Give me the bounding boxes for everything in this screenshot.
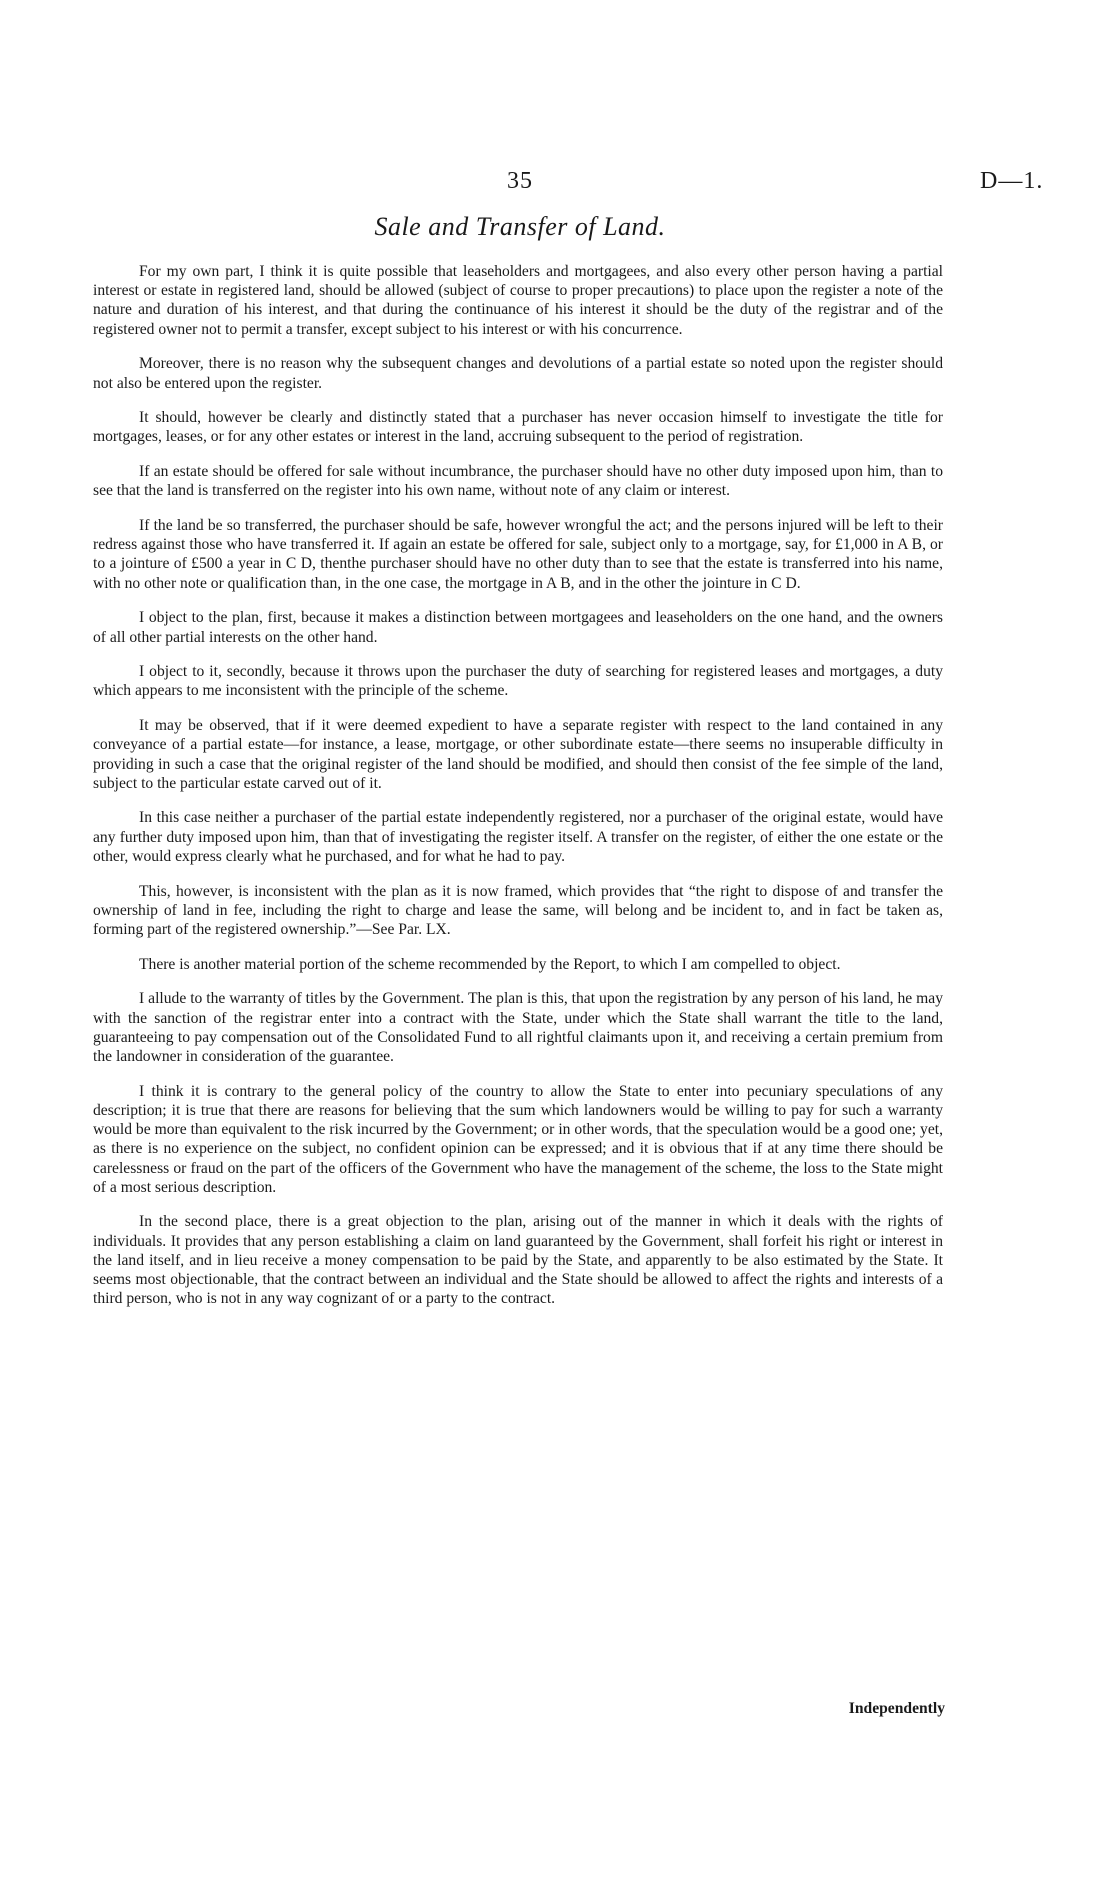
paragraph: If an estate should be offered for sale without incumbrance, the purchaser should have no other duty imposed upon him, than to see that the land is transferred on the register into his own name, without note of any claim or interest. (93, 463, 943, 500)
body-text (93, 262, 943, 1324)
paragraph: I object to the plan, first, because it makes a distinction between mortgagees and leaseholders on the one hand, and the owners of all other partial interests on the other hand. (93, 609, 943, 646)
paragraph: This, however, is inconsistent with the plan as it is now framed, which provides that “the right to dispose of and transfer the ownership of land in fee, including the right to charge and lease the same, will belong and be incident to, and in fact be taken as, forming part of the registered ownership.”—See Par. LX. (93, 882, 943, 938)
paragraph: There is another material portion of the scheme recommended by the Report, to which I am compelled to object. (139, 955, 841, 973)
paragraph: It may be observed, that if it were deemed expedient to have a separate register with respect to the land contained in any conveyance of a partial estate—for instance, a lease, mortgage, or other subordinate estate—there seems no insuperable difficulty in providing in such a case that the original register of the land should be modified, and should then consist of the fee simple of the land, subject to the particular estate carved out of it. (93, 717, 943, 792)
catchword: Independently (848, 1700, 945, 1717)
document-code: D—1. (980, 168, 1044, 194)
paragraph: In the second place, there is a great objection to the plan, arising out of the manner in which it deals with the rights of individuals. It provides that any person establishing a claim on land guaranteed by the Government, shall forfeit his right or interest in the land itself, and in lieu receive a money compensation to be paid by the State, and apparently to be also estimated by the State. It seems most objectionable, that the contract between an individual and the State should be allowed to affect the rights and interests of a third person, who is not in any way cognizant of or a party to the contract. (93, 1213, 943, 1308)
paragraph: If the land be so transferred, the purchaser should be safe, however wrongful the act; and the persons injured will be left to their redress against those who have transferred it. If again an estate be offered for sale, subject only to a mortgage, say, for £1,000 in A B, or to a jointure of £500 a year in C D, thenthe purchaser should have no other duty than to see that the estate is transferred into his name, with no other note or qualification than, in the one case, the mortgage in A B, and in the other the jointure in C D. (93, 517, 943, 592)
paragraph: For my own part, I think it is quite possible that leaseholders and mortgagees, and also every other person having a partial interest or estate in registered land, should be allowed (subject of course to proper precautions) to place upon the register a note of the nature and duration of his interest, and that during the continuance of his interest it should be the duty of the registrar and of the registered owner not to permit a transfer, except subject to his interest or with his concurrence. (93, 263, 943, 338)
paragraph: In this case neither a purchaser of the partial estate independently registered, nor a purchaser of the original estate, would have any further duty imposed upon him, than that of investigating the register itself. A transfer on the register, of either the one estate or the other, would express clearly what he purchased, and for what he had to pay. (93, 809, 943, 865)
paragraph: Moreover, there is no reason why the subsequent changes and devolutions of a partial estate so noted upon the register should not also be entered upon the register. (93, 355, 943, 392)
paragraph: I think it is contrary to the general policy of the country to allow the State to enter into pecuniary speculations of any description; it is true that there are reasons for believing that the sum which landowners would be willing to pay for such a warranty would be more than equivalent to the risk incurred by the Government; or in other words, that the speculation would be a good one; yet, as there is no experience on the subject, no confident opinion can be expressed; and it is obvious that if at any time there should be carelessness or fraud on the part of the officers of the Government who have the management of the scheme, the loss to the State might of a most serious description. (93, 1082, 943, 1196)
paragraph: I object to it, secondly, because it throws upon the purchaser the duty of searching for registered leases and mortgages, a duty which appears to me inconsistent with the principle of the scheme. (93, 663, 943, 700)
paragraph: It should, however be clearly and distinctly stated that a purchaser has never occasion himself to investigate the title for mortgages, leases, or for any other estates or interest in the land, accruing subsequent to the period of registration. (93, 409, 943, 446)
section-title: Sale and Transfer of Land. (374, 212, 666, 241)
paragraph: I allude to the warranty of titles by the Government. The plan is this, that upon the registration by any person of his land, he may with the sanction of the registrar enter into a contract with the State, under which the State shall warrant the title to the land, guaranteeing to pay compensation out of the Consolidated Fund to all rightful claimants upon it, and receiving a certain premium from the landowner in consideration of the guarantee. (93, 990, 943, 1065)
page-number: 35 (507, 168, 533, 194)
